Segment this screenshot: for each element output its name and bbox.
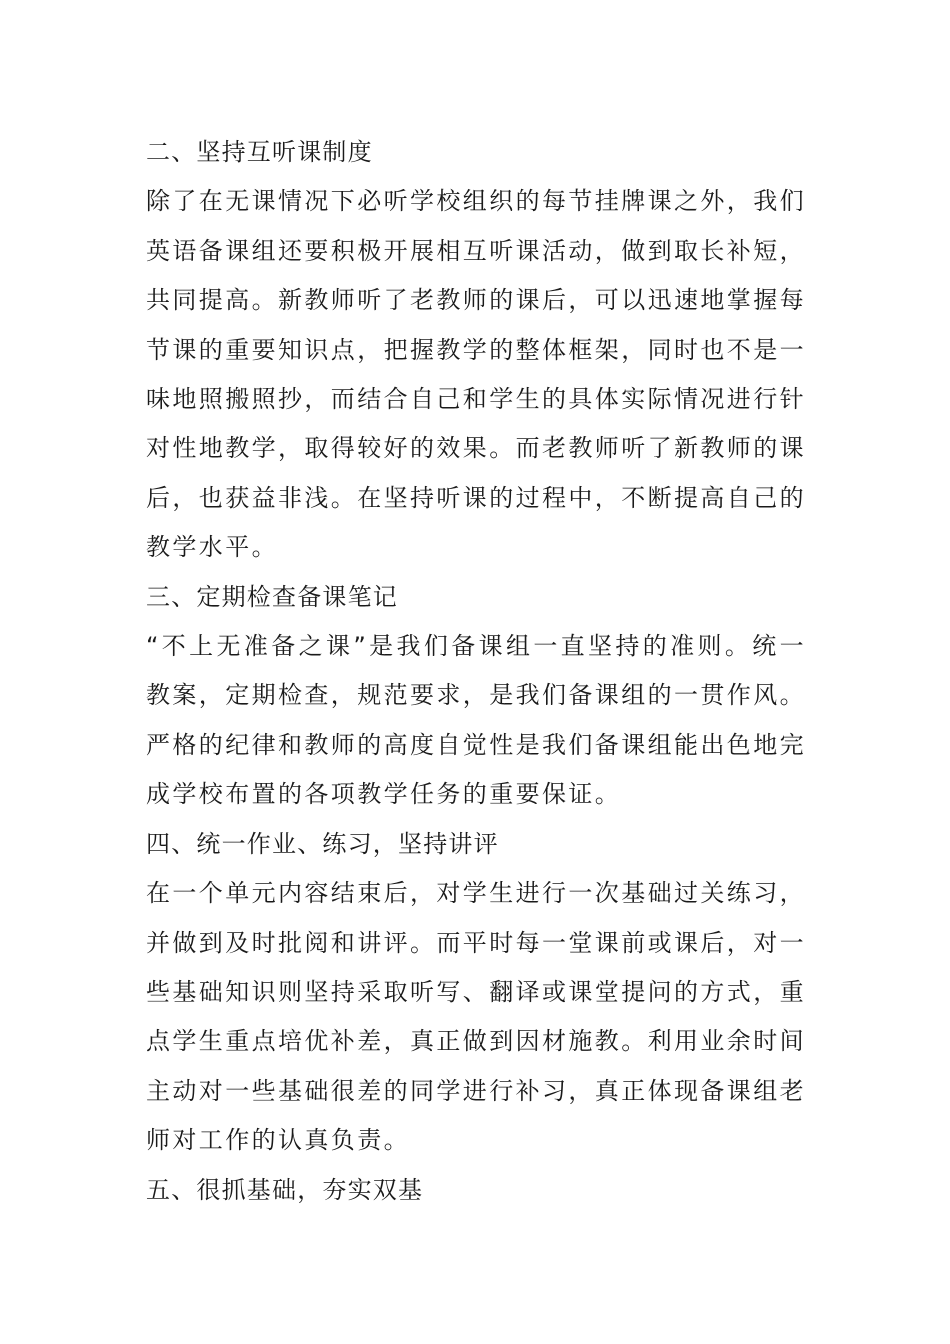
section-3-heading: 三、定期检查备课笔记 bbox=[146, 582, 398, 611]
section-4-paragraph: 在一个单元内容结束后，对学生进行一次基础过关练习，并做到及时批阅和讲评。而平时每一堂课前或课后，对一些基础知识则坚持采取听写、翻译或课堂提问的方式，重点学生重点培优补差，真正做到因材施教。利用业余时间主动对一些基础很差的同学进行补习，真正体现备课组老师对工作的认真负责。 bbox=[146, 879, 806, 1155]
section-4-heading: 四、统一作业、练习，坚持讲评 bbox=[146, 829, 499, 858]
section-2-heading: 二、坚持互听课制度 bbox=[146, 138, 373, 166]
section-5-heading: 五、很抓基础，夯实双基 bbox=[146, 1175, 424, 1204]
section-2-paragraph: 除了在无课情况下必听学校组织的每节挂牌课之外，我们英语备课组还要积极开展相互听课活动，做到取长补短，共同提高。新教师听了老教师的课后，可以迅速地掌握每节课的重要知识点，把握教学的整体框架，同时也不是一味地照搬照抄，而结合自己和学生的具体实际情况进行针对性地教学，取得较好的效果。而老教师听了新教师的课后，也获益非浅。在坚持听课的过程中，不断提高自己的教学水平。 bbox=[146, 187, 806, 562]
document-body bbox=[146, 128, 806, 1215]
section-3-paragraph: “不上无准备之课”是我们备课组一直坚持的准则。统一教案，定期检查，规范要求，是我们备课组的一贯作风。严格的纪律和教师的高度自觉性是我们备课组能出色地完成学校布置的各项教学任务的重要保证。 bbox=[146, 632, 806, 809]
